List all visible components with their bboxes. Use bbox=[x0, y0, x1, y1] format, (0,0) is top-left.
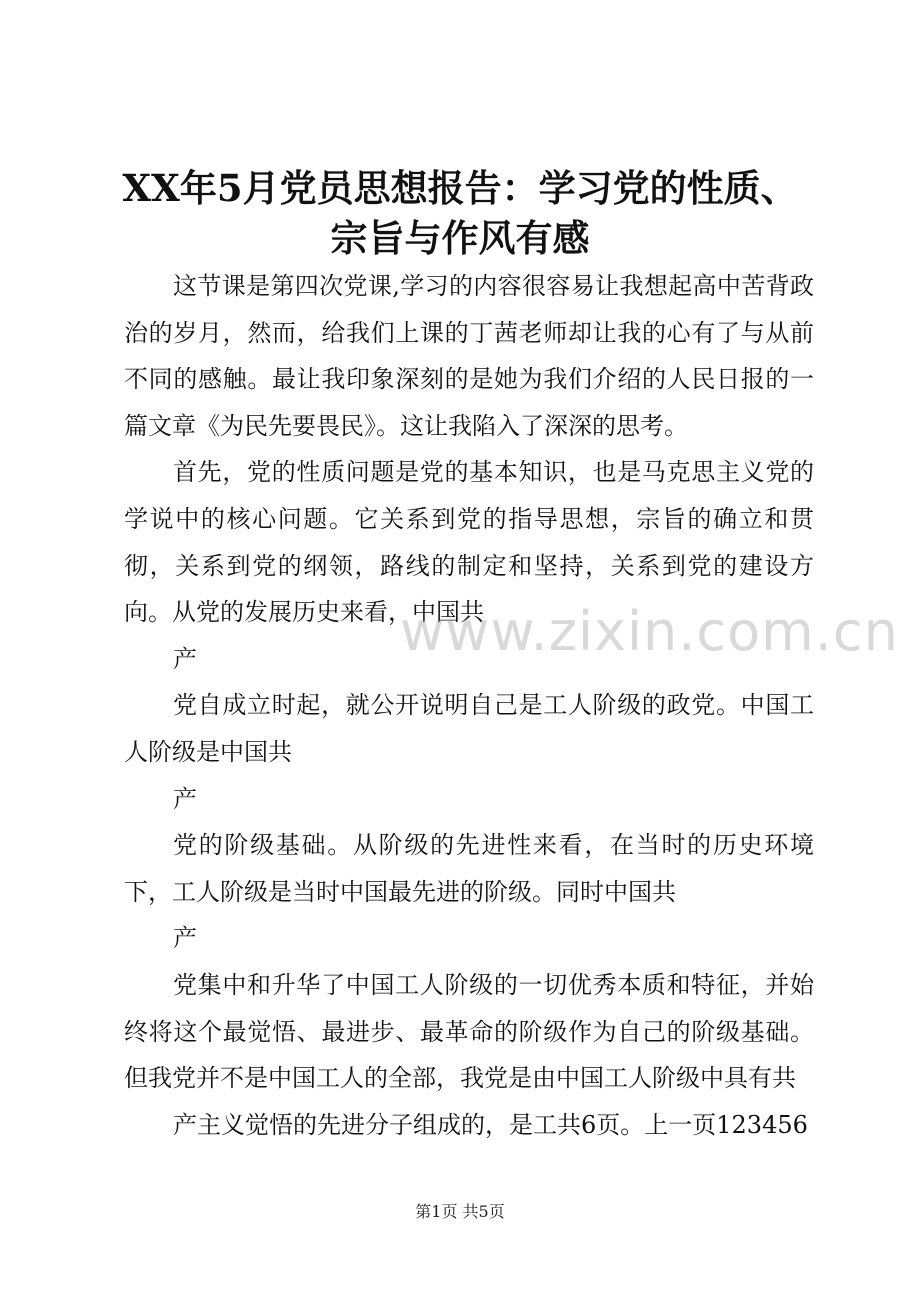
paragraph-4: 党的阶级基础。从阶级的先进性来看，在当时的历史环境下，工人阶级是当时中国最先进的阶级。同时中国共 bbox=[124, 831, 814, 906]
document-title: XX年5月党员思想报告：学习党的性质、宗旨与作风有感 bbox=[122, 166, 798, 260]
paragraph-1: 这节课是第四次党课,学习的内容很容易让我想起高中苦背政治的岁月，然而，给我们上课的丁茜老师却让我的心有了与从前不同的感触。最让我印象深刻的是她为我们介绍的人民日报的一篇文章《为民先要畏民》。这让我陷入了深深的思考。 bbox=[124, 272, 814, 440]
document-body bbox=[124, 263, 814, 1148]
paragraph-fragment: 产 bbox=[173, 644, 197, 673]
paragraph-fragment: 产 bbox=[173, 784, 197, 813]
watermark: www.zixin.com.cn bbox=[400, 600, 899, 663]
paragraph-2: 首先，党的性质问题是党的基本知识，也是马克思主义党的学说中的核心问题。它关系到党的指导思想，宗旨的确立和贯彻，关系到党的纲领，路线的制定和坚持，关系到党的建设方向。从党的发展历史来看，中国共 bbox=[124, 458, 814, 627]
page-footer: 第1页 共5页 bbox=[415, 1202, 505, 1221]
paragraph-5: 党集中和升华了中国工人阶级的一切优秀本质和特征，并始终将这个最觉悟、最进步、最革命的阶级作为自己的阶级基础。但我党并不是中国工人的全部，我党是由中国工人阶级中具有共 bbox=[124, 970, 814, 1093]
paragraph-3: 党自成立时起，就公开说明自己是工人阶级的政党。中国工人阶级是中国共 bbox=[124, 691, 814, 766]
paragraph-6: 产主义觉悟的先进分子组成的，是工共6页。上一页123456 bbox=[173, 1110, 808, 1139]
paragraph-fragment: 产 bbox=[173, 924, 197, 953]
